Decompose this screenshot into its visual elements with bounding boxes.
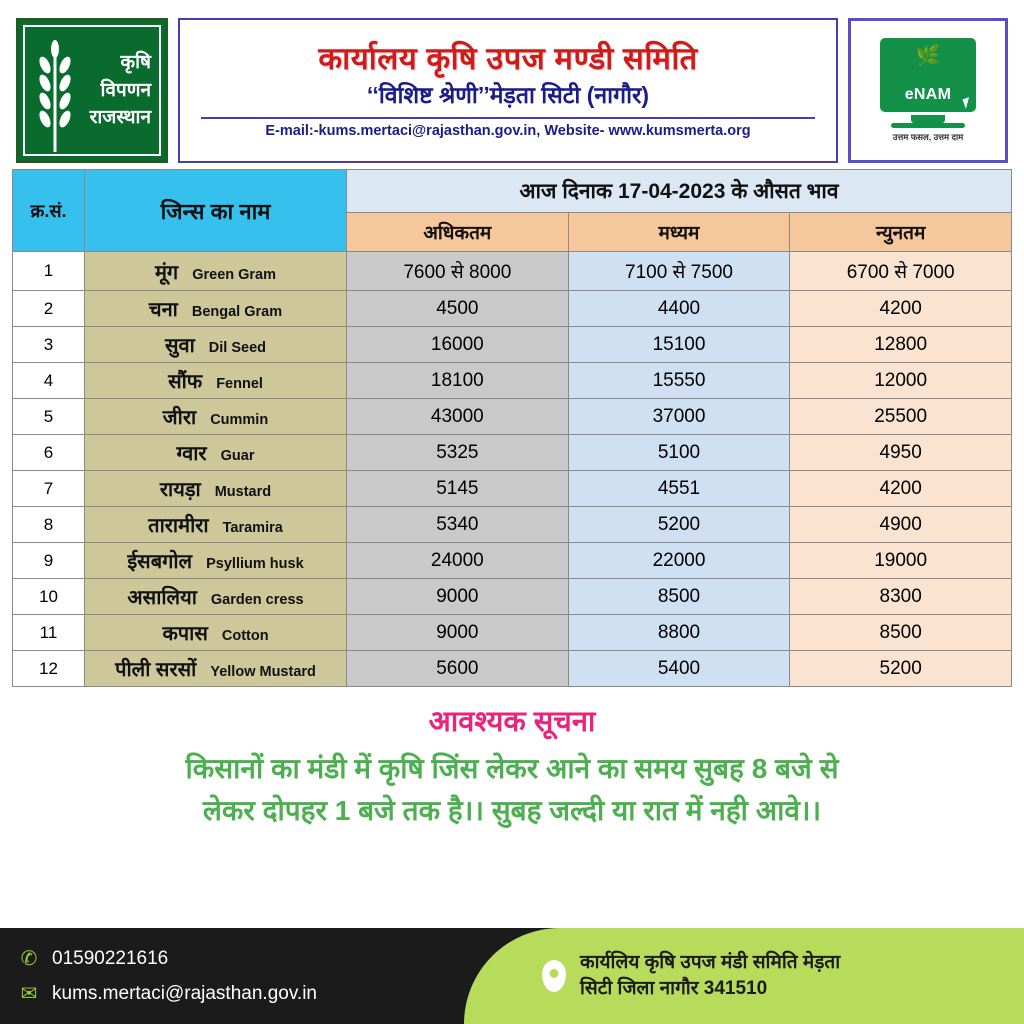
cell-commodity: [85, 291, 347, 327]
commodity-name-hindi: जीरा: [162, 407, 197, 429]
monitor-base: [891, 123, 965, 128]
notice-line-2: लेकर दोपहर 1 बजे तक है।। सुबह जल्दी या रात में नही आवे।।: [202, 795, 822, 826]
cell-min-price: 4900: [790, 507, 1012, 543]
logo-line-3: राजस्थान: [89, 107, 151, 129]
column-header-commodity: जिन्स का नाम: [85, 170, 347, 252]
title-block: [178, 18, 838, 163]
cell-min-price: 6700 से 7000: [790, 252, 1012, 291]
cell-mid-price: 8800: [568, 615, 790, 651]
cell-mid-price: 5200: [568, 507, 790, 543]
cell-max-price: 18100: [347, 363, 569, 399]
monitor-stand: [911, 115, 945, 123]
commodity-name-hindi: मूंग: [154, 261, 179, 284]
contact-line: E-mail:-kums.mertaci@rajasthan.gov.in, Website- www.kumsmerta.org: [265, 122, 751, 139]
cell-commodity: [85, 507, 347, 543]
cell-sno: 2: [13, 291, 85, 327]
cell-sno: 6: [13, 435, 85, 471]
commodity-rates-table: [12, 169, 1012, 687]
cell-commodity: [85, 363, 347, 399]
table-row: [13, 399, 1012, 435]
phone-icon: ✆: [20, 948, 38, 970]
commodity-name-english: Mustard: [214, 484, 272, 500]
column-header-date-band: आज दिनाक 17-04-2023 के औसत भाव: [347, 170, 1012, 213]
cell-max-price: 9000: [347, 579, 569, 615]
table-body: [13, 252, 1012, 687]
enam-logo-inner: [880, 38, 976, 143]
important-notice: [0, 687, 1024, 838]
footer-address-line-2: सिटी जिला नागौर 341510: [580, 978, 768, 999]
notice-title: आवश्यक सूचना: [428, 706, 596, 738]
table-row: [13, 507, 1012, 543]
commodity-name-english: Dil Seed: [208, 340, 267, 356]
page-header: [0, 0, 1024, 169]
cell-commodity: [85, 252, 347, 291]
commodity-name-english: Fennel: [216, 376, 263, 392]
cell-mid-price: 4551: [568, 471, 790, 507]
table-row: [13, 471, 1012, 507]
commodity-name-english: Yellow Mustard: [210, 664, 316, 680]
table-head: [13, 170, 1012, 252]
cell-sno: 10: [13, 579, 85, 615]
cell-mid-price: 7100 से 7500: [568, 252, 790, 291]
cell-mid-price: 37000: [568, 399, 790, 435]
cell-max-price: 5325: [347, 435, 569, 471]
logo-inner-frame: [23, 25, 161, 156]
rates-table-container: [0, 169, 1024, 687]
table-row: [13, 327, 1012, 363]
cell-sno: 3: [13, 327, 85, 363]
cell-sno: 8: [13, 507, 85, 543]
cell-min-price: 5200: [790, 651, 1012, 687]
cell-mid-price: 5100: [568, 435, 790, 471]
commodity-name-english: Bengal Gram: [191, 304, 283, 320]
cell-max-price: 43000: [347, 399, 569, 435]
cell-min-price: 8500: [790, 615, 1012, 651]
cell-min-price: 8300: [790, 579, 1012, 615]
commodity-name-hindi: ग्वार: [176, 443, 207, 465]
office-title: कार्यालय कृषि उपज मण्डी समिति: [318, 41, 698, 77]
office-subtitle: ‘‘विशिष्ट श्रेणी’’मेड़ता सिटी (नागौर): [366, 81, 650, 108]
cursor-icon: [963, 97, 973, 109]
commodity-name-hindi: रायड़ा: [159, 479, 201, 501]
cell-sno: 4: [13, 363, 85, 399]
cell-mid-price: 15100: [568, 327, 790, 363]
commodity-name-hindi: सौंफ: [168, 371, 203, 393]
footer-address: [542, 950, 840, 1001]
footer-address-panel: [464, 928, 1024, 1024]
cell-min-price: 4200: [790, 471, 1012, 507]
column-header-max: अधिकतम: [347, 213, 569, 252]
cell-max-price: 4500: [347, 291, 569, 327]
cell-mid-price: 8500: [568, 579, 790, 615]
cell-mid-price: 4400: [568, 291, 790, 327]
footer-phone[interactable]: 01590221616: [52, 947, 169, 969]
footer-email[interactable]: kums.mertaci@rajasthan.gov.in: [52, 982, 317, 1004]
commodity-name-hindi: चना: [148, 299, 178, 321]
notice-line-1: किसानों का मंडी में कृषि जिंस लेकर आने का समय सुबह 8 बजे से: [185, 753, 839, 784]
table-row: [13, 291, 1012, 327]
commodity-name-hindi: पीली सरसों: [115, 659, 197, 681]
commodity-name-english: Cummin: [210, 412, 269, 428]
column-header-min: न्युनतम: [790, 213, 1012, 252]
table-row: [13, 543, 1012, 579]
cell-commodity: [85, 615, 347, 651]
cell-mid-price: 15550: [568, 363, 790, 399]
enam-caption: उत्तम फसल, उत्तम दाम: [892, 132, 964, 142]
cell-min-price: 12800: [790, 327, 1012, 363]
commodity-name-english: Cotton: [221, 628, 269, 644]
cell-min-price: 25500: [790, 399, 1012, 435]
cell-max-price: 16000: [347, 327, 569, 363]
commodity-name-hindi: कपास: [162, 623, 208, 645]
cell-commodity: [85, 651, 347, 687]
cell-min-price: 19000: [790, 543, 1012, 579]
rajasthan-agriculture-marketing-logo: [16, 18, 168, 163]
table-header-row-1: [13, 170, 1012, 213]
cell-mid-price: 5400: [568, 651, 790, 687]
cell-max-price: 5600: [347, 651, 569, 687]
footer-address-text: [580, 950, 840, 1001]
commodity-name-english: Taramira: [222, 520, 283, 536]
cell-commodity: [85, 579, 347, 615]
footer-phone-row[interactable]: [18, 946, 470, 971]
column-header-sno: क्र.सं.: [13, 170, 85, 252]
logo-line-2: विपणन: [100, 79, 151, 101]
commodity-name-hindi: सुवा: [164, 335, 195, 357]
cell-min-price: 12000: [790, 363, 1012, 399]
cell-commodity: [85, 435, 347, 471]
cell-max-price: 9000: [347, 615, 569, 651]
leaf-icon: 🌿: [915, 45, 941, 67]
table-row: [13, 651, 1012, 687]
commodity-name-english: Psyllium husk: [206, 556, 304, 572]
cell-max-price: 24000: [347, 543, 569, 579]
commodity-name-english: Guar: [220, 448, 255, 464]
cell-commodity: [85, 327, 347, 363]
cell-sno: 11: [13, 615, 85, 651]
cell-commodity: [85, 399, 347, 435]
wheat-icon: [33, 37, 77, 157]
cell-sno: 5: [13, 399, 85, 435]
cell-sno: 1: [13, 252, 85, 291]
column-header-mid: मध्यम: [568, 213, 790, 252]
table-row: [13, 252, 1012, 291]
cell-mid-price: 22000: [568, 543, 790, 579]
monitor-icon: [880, 38, 976, 112]
commodity-name-hindi: तारामीरा: [148, 515, 209, 537]
commodity-name-english: Garden cress: [210, 592, 304, 608]
title-divider: [201, 117, 815, 119]
commodity-name-hindi: असालिया: [127, 587, 197, 609]
cell-max-price: 7600 से 8000: [347, 252, 569, 291]
commodity-name-english: Green Gram: [192, 266, 277, 283]
table-row: [13, 435, 1012, 471]
footer-address-line-1: कार्यलिय कृषि उपज मंडी समिति मेड़ता: [580, 952, 841, 974]
cell-sno: 9: [13, 543, 85, 579]
cell-min-price: 4200: [790, 291, 1012, 327]
table-row: [13, 363, 1012, 399]
location-pin-icon: [542, 960, 566, 992]
page-footer: [0, 928, 1024, 1024]
table-row: [13, 615, 1012, 651]
cell-commodity: [85, 543, 347, 579]
envelope-icon: ✉: [20, 983, 38, 1005]
logo-line-1: कृषि: [120, 52, 151, 74]
cell-min-price: 4950: [790, 435, 1012, 471]
footer-email-row[interactable]: [18, 981, 470, 1006]
enam-logo: [848, 18, 1008, 163]
table-row: [13, 579, 1012, 615]
footer-contact: [0, 946, 470, 1006]
cell-max-price: 5145: [347, 471, 569, 507]
commodity-name-hindi: ईसबगोल: [127, 551, 193, 573]
cell-max-price: 5340: [347, 507, 569, 543]
cell-commodity: [85, 471, 347, 507]
cell-sno: 12: [13, 651, 85, 687]
enam-label: eNAM: [904, 86, 952, 103]
cell-sno: 7: [13, 471, 85, 507]
